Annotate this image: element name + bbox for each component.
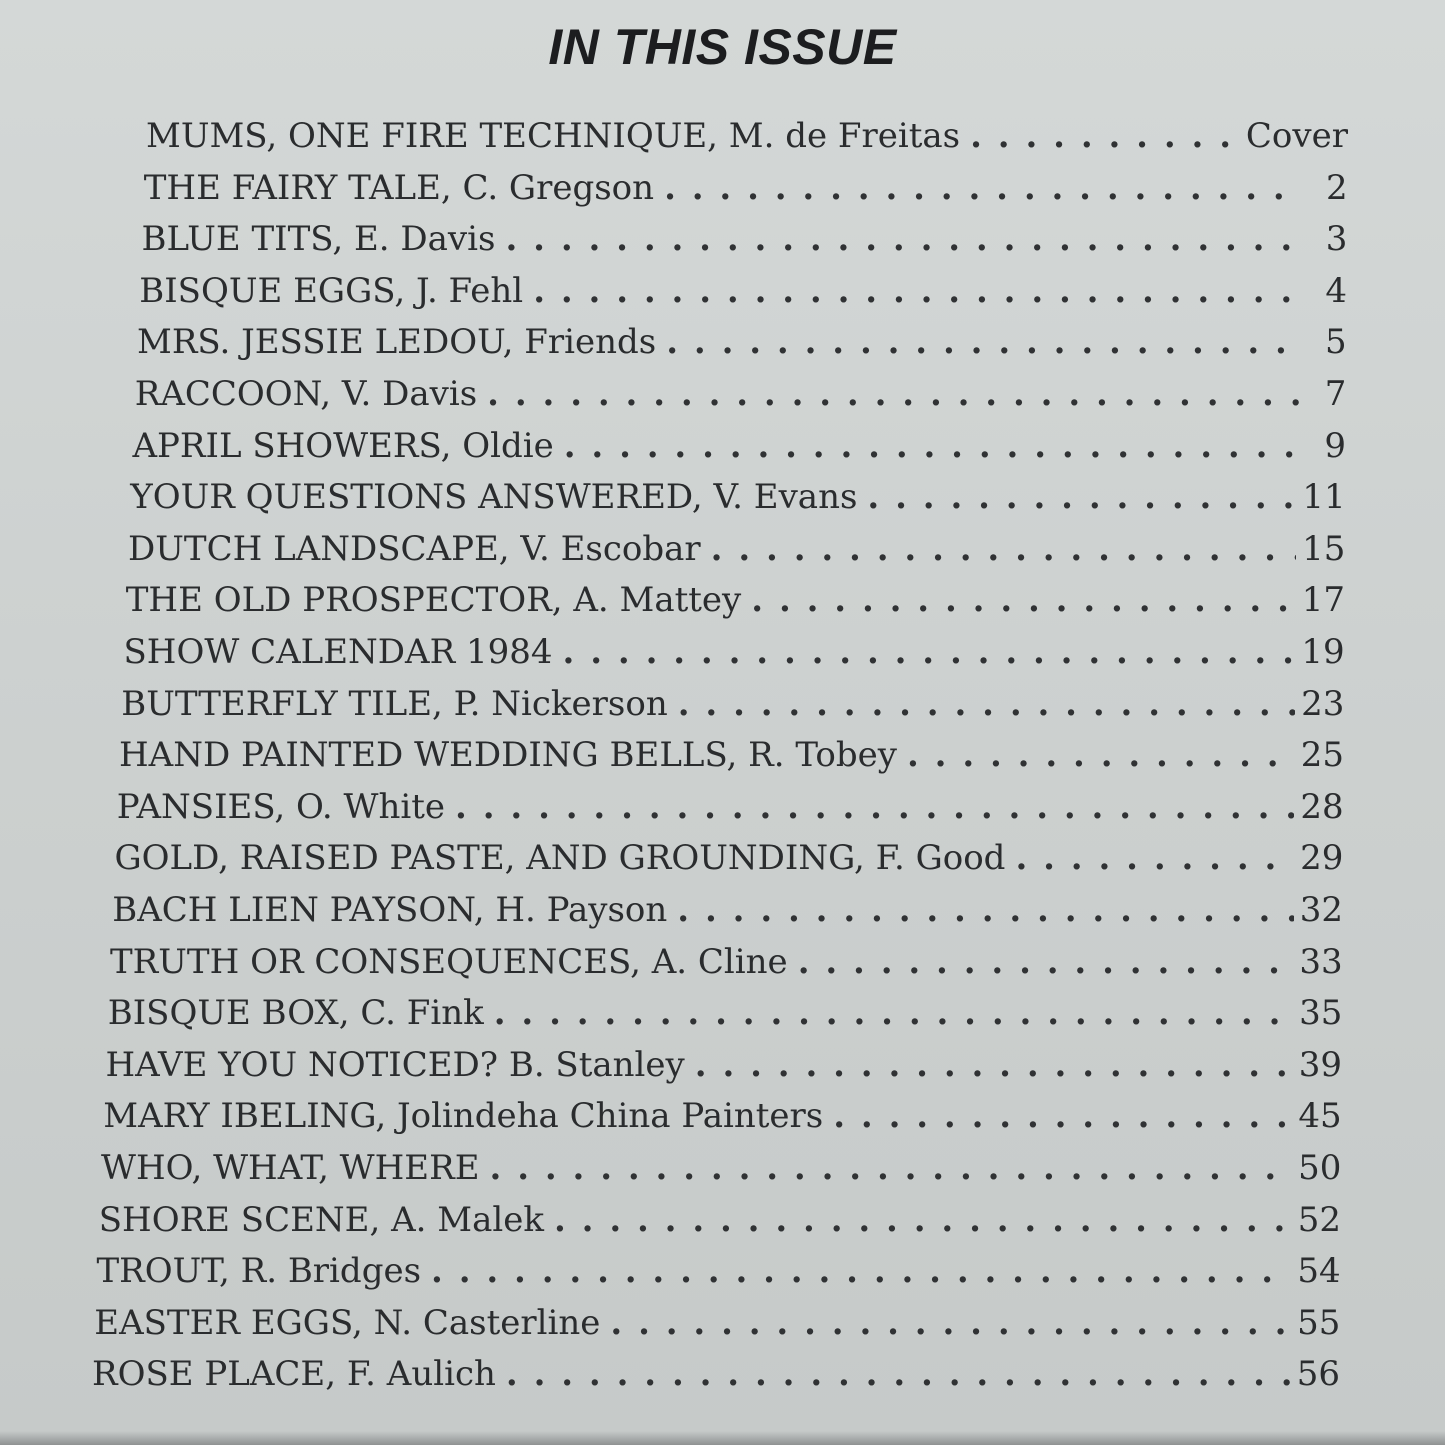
- toc-page-number: 55: [1297, 1302, 1341, 1343]
- dot-leader: [505, 213, 1301, 265]
- toc-page-number: 28: [1300, 786, 1344, 827]
- toc-page-number: 19: [1301, 632, 1345, 672]
- dot-leader: [506, 1348, 1291, 1400]
- toc-page-number: 4: [1325, 270, 1347, 311]
- toc-page-number: 5: [1325, 322, 1347, 363]
- toc-entry-title: MARY IBELING, Jolindeha China Painters: [103, 1096, 824, 1137]
- toc-page-number: Cover: [1245, 116, 1348, 156]
- page-title: IN THIS ISSUE: [548, 19, 897, 75]
- toc-page-number: 23: [1301, 683, 1345, 724]
- toc-page-number: 17: [1301, 580, 1345, 621]
- toc-row: [119, 729, 1344, 781]
- toc-page-number: 54: [1297, 1251, 1341, 1292]
- toc-page-number: 25: [1300, 735, 1344, 776]
- toc-row: [135, 368, 1347, 420]
- toc-page-number: 35: [1299, 993, 1343, 1034]
- toc-page-number: 2: [1326, 167, 1348, 208]
- dot-leader: [695, 1039, 1293, 1091]
- toc-row: [133, 420, 1347, 472]
- dot-leader: [678, 678, 1295, 730]
- dot-leader: [666, 316, 1300, 368]
- toc-entry-title: DUTCH LANDSCAPE, V. Escobar: [128, 528, 701, 569]
- toc-entry-title: YOUR QUESTIONS ANSWERED, V. Evans: [130, 477, 858, 518]
- toc-page-number: 50: [1298, 1148, 1342, 1188]
- toc-row: [112, 884, 1343, 936]
- toc-row: [108, 987, 1343, 1039]
- toc-entry-title: MRS. JESSIE LEDOU, Friends: [137, 322, 657, 363]
- dot-leader: [610, 1297, 1291, 1349]
- dot-leader: [533, 265, 1301, 317]
- toc-row: [137, 316, 1347, 368]
- toc-entry-title: HAVE YOU NOTICED? B. Stanley: [105, 1044, 685, 1085]
- dot-leader: [455, 781, 1294, 833]
- dot-leader: [711, 523, 1296, 575]
- toc-row: [110, 936, 1343, 988]
- toc-page-number: 11: [1302, 477, 1346, 518]
- dot-leader: [751, 574, 1295, 626]
- toc-entry-title: THE OLD PROSPECTOR, A. Mattey: [125, 580, 742, 621]
- dot-leader: [867, 471, 1296, 523]
- toc-entry-title: TRUTH OR CONSEQUENCES, A. Cline: [110, 941, 788, 982]
- toc-entry-title: RACCOON, V. Davis: [134, 374, 478, 414]
- page-edge-shadow: [0, 1431, 1445, 1445]
- toc-page-number: 9: [1324, 425, 1346, 466]
- dot-leader: [833, 1090, 1292, 1142]
- toc-page-number: 56: [1296, 1354, 1340, 1395]
- dot-leader: [564, 420, 1300, 472]
- dot-leader: [664, 162, 1302, 214]
- toc-entry-title: HAND PAINTED WEDDING BELLS, R. Tobey: [119, 735, 897, 776]
- toc-row: [115, 832, 1344, 884]
- toc-entry-title: BACH LIEN PAYSON, H. Payson: [112, 890, 668, 930]
- dot-leader: [970, 110, 1240, 162]
- toc-entry-title: BLUE TITS, E. Davis: [141, 219, 496, 260]
- toc-page-number: 29: [1300, 838, 1344, 879]
- dot-leader: [487, 368, 1300, 420]
- toc-page-number: 33: [1299, 941, 1343, 982]
- dot-leader: [554, 1194, 1292, 1246]
- toc-entry-title: PANSIES, O. White: [116, 786, 446, 827]
- toc-page-number: 52: [1297, 1199, 1341, 1240]
- toc-page-number: 32: [1299, 890, 1343, 930]
- dot-leader: [494, 987, 1293, 1039]
- toc-page-number: 45: [1298, 1096, 1342, 1137]
- toc-entry-title: BUTTERFLY TILE, P. Nickerson: [121, 683, 668, 724]
- toc-entry-title: MUMS, ONE FIRE TECHNIQUE, M. de Freitas: [146, 116, 961, 156]
- toc-row: [97, 1245, 1341, 1297]
- dot-leader: [798, 936, 1294, 988]
- toc-row: [94, 1297, 1340, 1349]
- toc-row: [106, 1039, 1343, 1091]
- toc-row: [139, 265, 1347, 317]
- toc-row: [126, 574, 1345, 626]
- toc-entry-title: APRIL SHOWERS, Oldie: [132, 425, 554, 466]
- toc-entry-title: BISQUE BOX, C. Fink: [107, 993, 484, 1034]
- toc-row: [92, 1348, 1340, 1400]
- toc-page-number: 39: [1298, 1044, 1342, 1085]
- toc-entry-title: SHORE SCENE, A. Malek: [98, 1199, 544, 1240]
- toc-entry-title: BISQUE EGGS, J. Fehl: [139, 270, 524, 311]
- toc-row: [117, 781, 1344, 833]
- toc-row: [103, 1090, 1341, 1142]
- toc-page-number: 15: [1302, 528, 1346, 569]
- toc-page-number: 7: [1324, 374, 1347, 414]
- dot-leader: [490, 1142, 1293, 1194]
- toc-row: [99, 1194, 1341, 1246]
- toc-entry-title: THE FAIRY TALE, C. Gregson: [143, 167, 655, 208]
- toc-page-number: 3: [1325, 219, 1348, 260]
- toc-row: [130, 471, 1345, 523]
- dot-leader: [677, 884, 1293, 936]
- toc-row: [101, 1142, 1341, 1194]
- toc-entry-title: TROUT, R. Bridges: [96, 1251, 422, 1292]
- toc-entry-title: SHOW CALENDAR 1984: [123, 632, 553, 672]
- toc-entry-title: GOLD, RAISED PASTE, AND GROUNDING, F. Good: [114, 838, 1006, 879]
- toc-row: [146, 110, 1348, 162]
- toc-entry-title: ROSE PLACE, F. Aulich: [92, 1354, 496, 1395]
- toc-entry-title: EASTER EGGS, N. Casterline: [94, 1302, 601, 1343]
- toc-row: [142, 213, 1348, 265]
- dot-leader: [1015, 832, 1294, 884]
- toc-row: [124, 626, 1345, 678]
- dot-leader: [907, 729, 1295, 781]
- toc-row: [144, 162, 1348, 214]
- dot-leader: [563, 626, 1296, 678]
- toc-row: [121, 678, 1344, 730]
- dot-leader: [431, 1245, 1291, 1297]
- toc-row: [128, 523, 1345, 575]
- toc-entry-title: WHO, WHAT, WHERE: [101, 1148, 480, 1188]
